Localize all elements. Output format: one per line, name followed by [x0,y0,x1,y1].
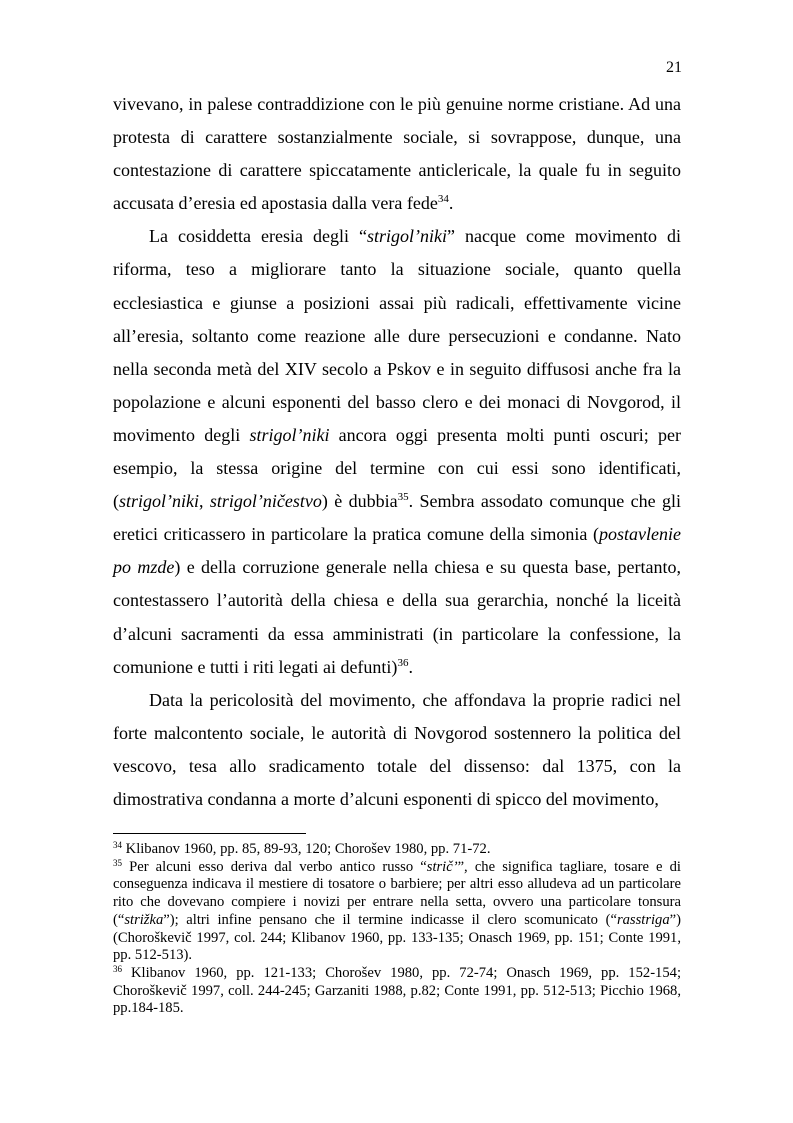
text-run: Data la pericolosità del movimento, che affondava la proprie radici nel forte malcontento sociale, le autorità di Novgorod sostennero la politica del vescovo, tesa allo sradicamento totale del dissenso: dal 1375, con la dimostrativa condanna a morte d’alcuni esponenti di spicco del movimento, [113,689,681,809]
italic-term: postavlenie po mzde [113,524,681,578]
footnote-ref: 34 [437,193,449,206]
text-run: Klibanov 1960, pp. 121-133; Chorošev 1980, pp. 72-74; Onasch 1969, pp. 152-154; Choroškevič 1997, coll. 244-245; Garzaniti 1988, p.82; Conte 1991, pp. 512-513; Picchio 1968, pp.184-185. [113,964,681,1017]
footnote-number: 34 [113,840,122,850]
italic-term: strigol’ničestvo [209,491,322,512]
footnote-ref: 35 [397,491,409,504]
page-number: 21 [666,59,682,76]
text-run: ) e della corruzione generale nella chiesa e su questa base, pertanto, contestassero l’autorità della chiesa e della sua gerarchia, nonché la liceità d’alcuni sacramenti da essa amministrati (in particolare la confessione, la comunione e tutti i riti legati ai defunti) [113,557,682,677]
italic-term: strigol’niki [119,491,199,512]
italic-term: strič’ [426,858,458,875]
text-run: . [408,656,413,677]
italic-term: strigol’niki [366,226,447,247]
footnote [113,841,681,859]
footnote-ref: 36 [397,656,409,669]
text-run: vivevano, in palese contraddizione con le più genuine norme cristiane. Ad una protesta di carattere sostanzialmente sociale, si sovrappose, dunque, una contestazione di carattere spiccatamente anticlericale, la quale fu in seguito accusata d’eresia ed apostasia dalla vera fede [113,94,681,214]
text-run: . [448,193,454,214]
text-run: ”); altri infine pensano che il termine indicasse il clero scomunicato (“ [163,911,617,928]
body-text [113,88,681,816]
text-run: ” nacque come movimento di riforma, teso a migliorare tanto la situazione sociale, quanto quella ecclesiastica e giunse a posizioni assai più radicali, effettivamente vicine all’eresia, soltanto come reazione alle dure persecuzioni e condanne. Nato nella seconda metà del XIV secolo a Pskov e in seguito diffusosi anche fra la popolazione e alcuni esponenti del basso clero e dei monaci di Novgorod, il movimento degli [113,226,681,445]
paragraph [113,684,681,816]
text-run: ancora oggi presenta molti punti oscuri; per esempio, la stessa origine del termine con cui essi sono identificati, ( [113,424,681,512]
italic-term: strigol’niki [249,424,330,445]
footnote-number: 35 [113,857,122,868]
paragraph [113,88,681,220]
paragraph [113,220,681,683]
footnote [113,965,681,1018]
text-run: , [199,491,210,512]
text-run: ”, che significa tagliare, tosare e di conseguenza indicava il mestiere di tosatore o barbiere; per altri esso alludeva ad un particolare rito che dovevano compiere i novizi per entrare nella setta, ovvero una particolare tonsura (“ [113,858,681,928]
footnote-separator [113,833,306,834]
italic-term: rasstriga [616,911,670,928]
footnotes [113,841,681,1018]
text-run: . Sembra assodato comunque che gli eretici criticassero in particolare la pratica comune della simonia ( [113,491,681,545]
text-run: Klibanov 1960, pp. 85, 89-93, 120; Chorošev 1980, pp. 71-72. [122,841,491,857]
footnote-number: 36 [113,963,122,974]
text-run: ”) (Choroškevič 1997, col. 244; Klibanov 1960, pp. 133-135; Onasch 1969, pp. 151; Conte 1991, pp. 512-513). [113,911,681,964]
text-run: ) è dubbia [321,491,398,512]
italic-term: strižka [124,911,164,928]
text-run: La cosiddetta eresia degli “ [149,226,367,247]
footnote [113,859,681,965]
text-run: Per alcuni esso deriva dal verbo antico russo “ [122,858,427,875]
